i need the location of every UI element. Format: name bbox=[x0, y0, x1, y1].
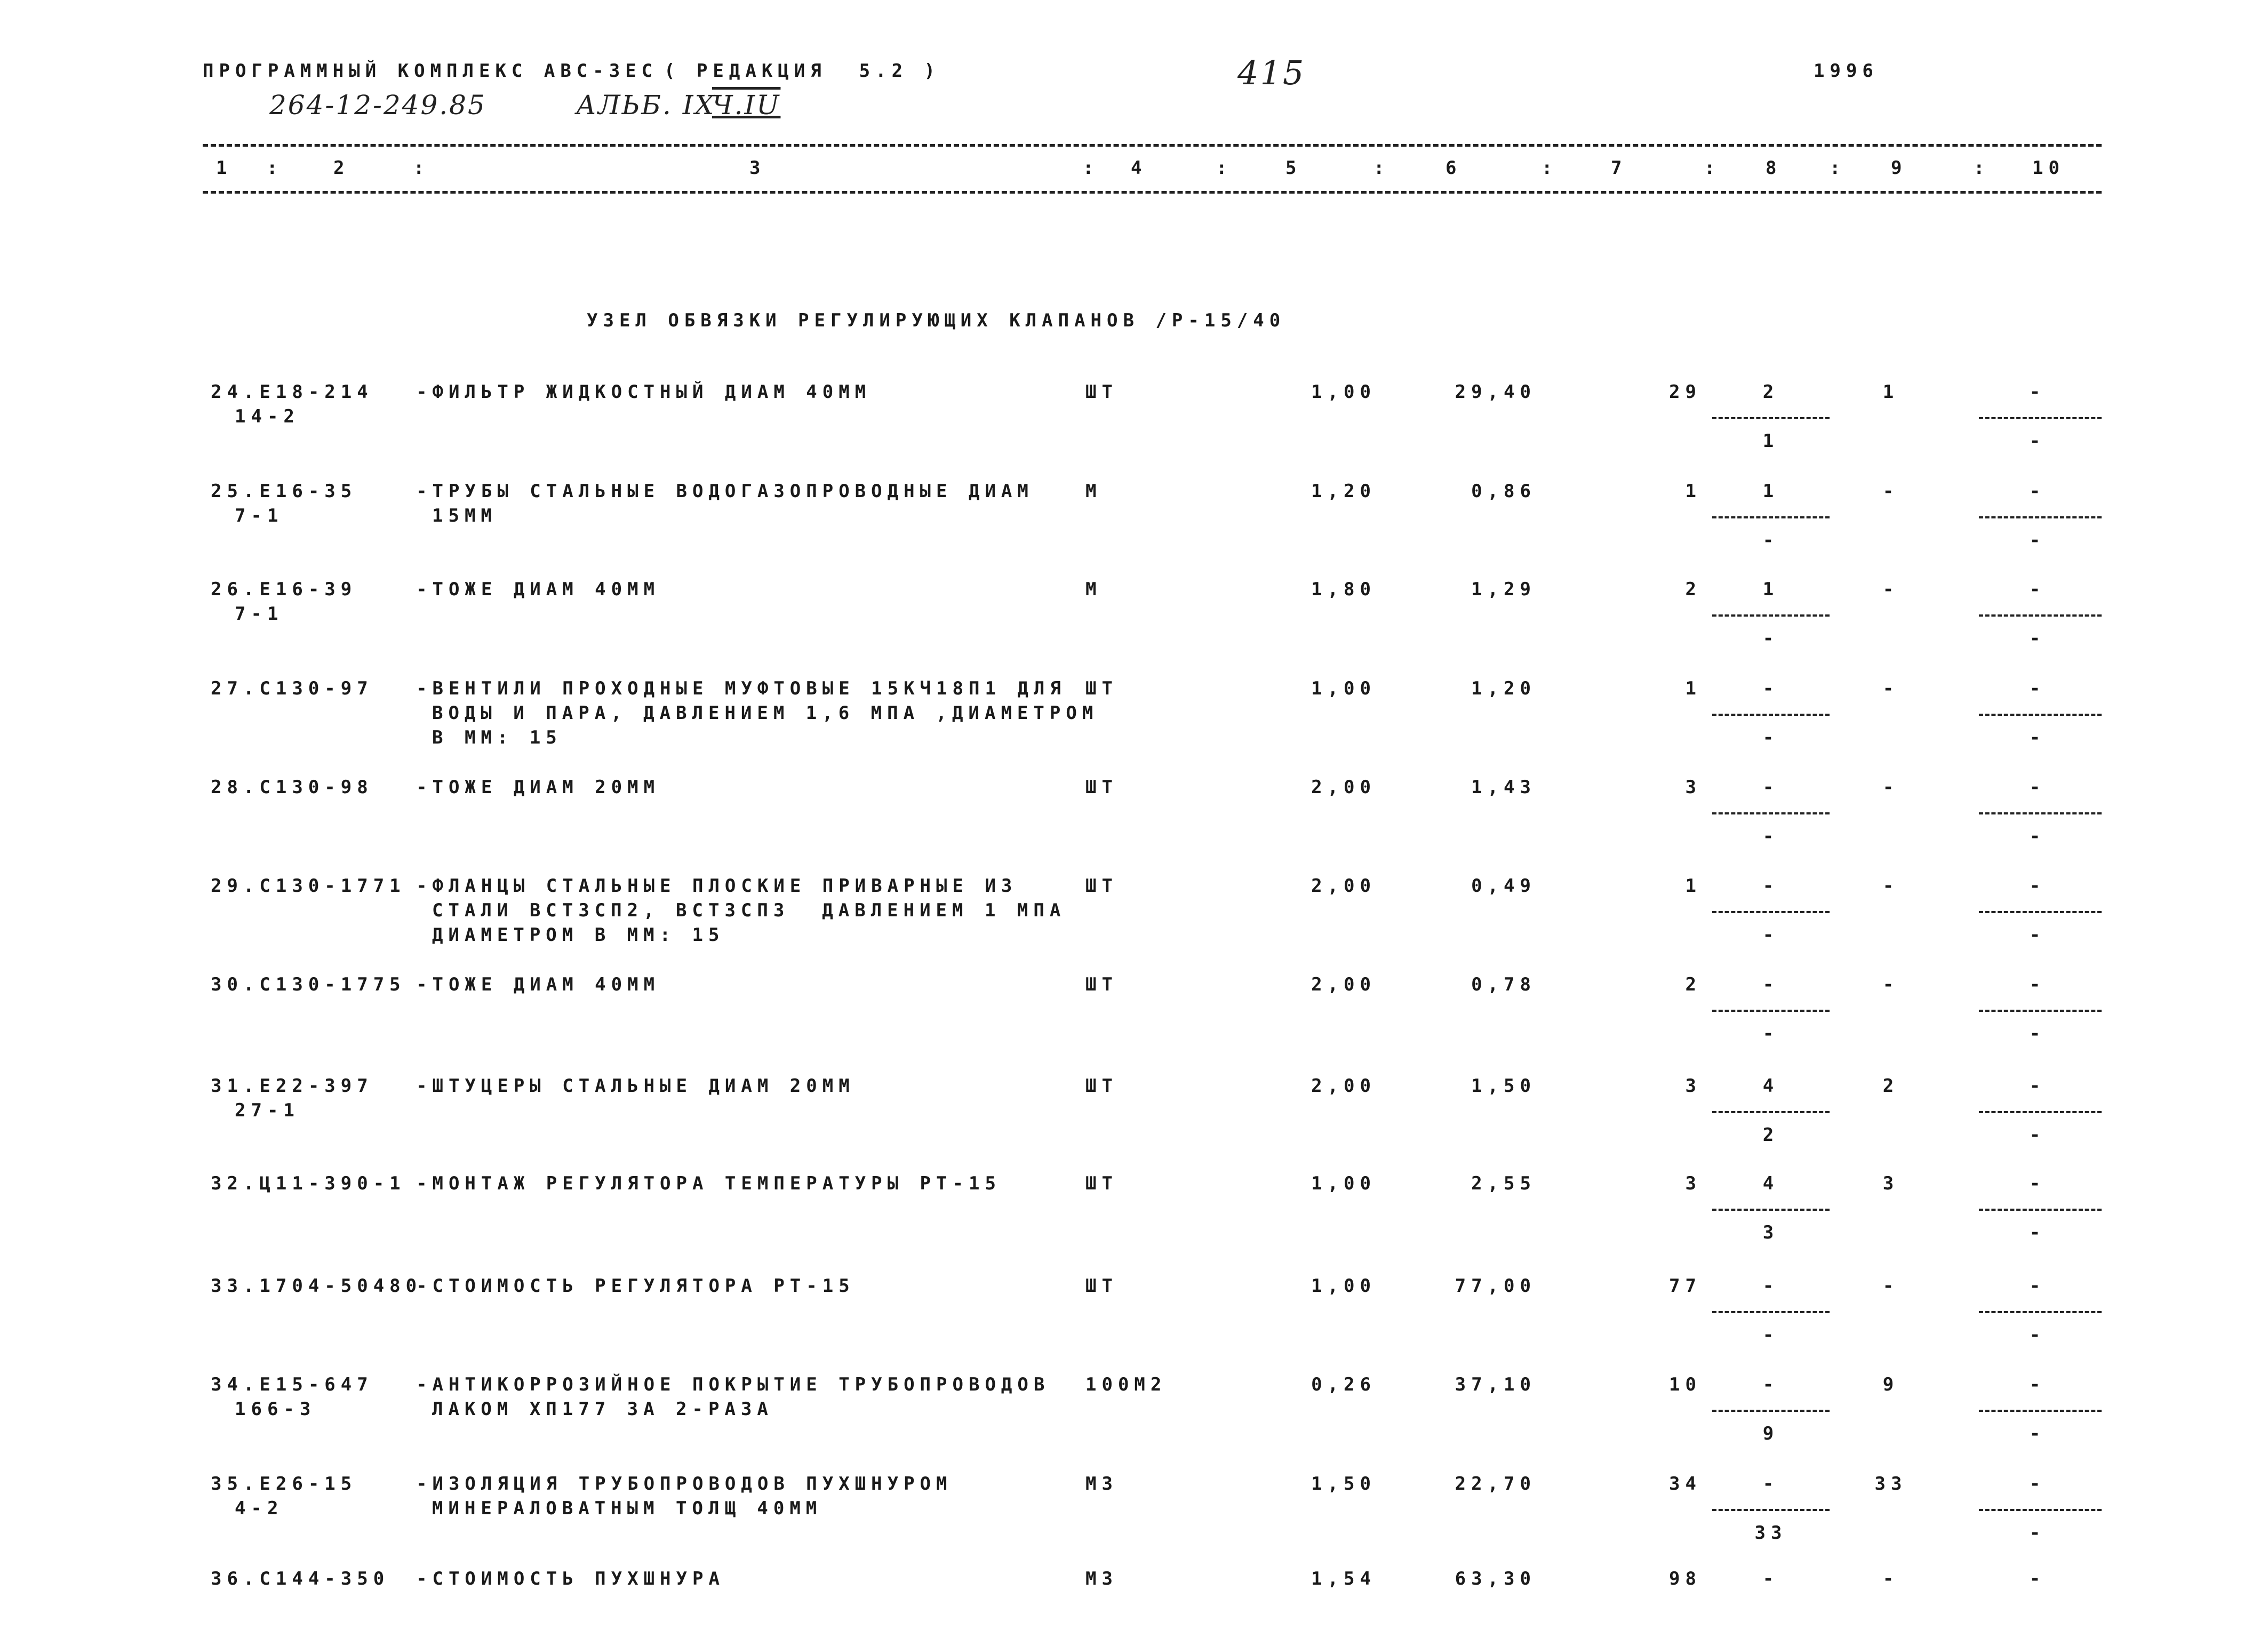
row-code-sub: 14-2 bbox=[235, 406, 300, 427]
row-col8-bottom: 1 bbox=[1762, 430, 1779, 452]
row-description: -ТОЖЕ ДИАМ 20ММ bbox=[416, 777, 660, 798]
row-code: 30.С130-1775 bbox=[211, 974, 406, 995]
column-number: 10 bbox=[2032, 157, 2065, 179]
top-rule bbox=[203, 144, 2102, 147]
row-col10-top: - bbox=[2029, 579, 2046, 600]
row-unit: ШТ bbox=[1085, 974, 1118, 995]
row-description: -СТОИМОСТЬ ПУХШНУРА bbox=[416, 1568, 725, 1589]
row-quantity: 1,00 bbox=[1311, 678, 1376, 699]
row-col10-bottom: - bbox=[2029, 1522, 2046, 1544]
column-number: 2 bbox=[333, 157, 350, 179]
row-col10-bottom: - bbox=[2029, 430, 2046, 452]
row-quantity: 1,20 bbox=[1311, 481, 1376, 502]
row-col10-bottom: - bbox=[2029, 1324, 2046, 1346]
row-price: 2,55 bbox=[1471, 1173, 1536, 1194]
row-col10-top: - bbox=[2029, 1473, 2046, 1495]
edition-label: ( РЕДАКЦИЯ 5.2 ) bbox=[664, 60, 940, 82]
row-col7: 2 bbox=[1685, 579, 1702, 600]
fraction-rule bbox=[1712, 614, 1830, 617]
row-unit: ШТ bbox=[1085, 777, 1118, 798]
column-number: 4 bbox=[1131, 157, 1147, 179]
fraction-rule bbox=[1712, 1209, 1830, 1211]
row-price: 0,49 bbox=[1471, 875, 1536, 897]
row-col10-top: - bbox=[2029, 1275, 2046, 1297]
row-quantity: 1,80 bbox=[1311, 579, 1376, 600]
column-number: 6 bbox=[1446, 157, 1462, 179]
row-col10-top: - bbox=[2029, 1173, 2046, 1194]
row-col8-bottom: - bbox=[1762, 924, 1779, 946]
row-quantity: 1,54 bbox=[1311, 1568, 1376, 1589]
row-col7: 98 bbox=[1669, 1568, 1702, 1589]
row-code-sub: 166-3 bbox=[235, 1399, 316, 1420]
fraction-rule bbox=[1712, 516, 1830, 518]
row-col9: - bbox=[1882, 777, 1899, 798]
column-separator: : bbox=[1704, 157, 1721, 179]
row-col7: 10 bbox=[1669, 1374, 1702, 1395]
fraction-rule bbox=[1712, 1111, 1830, 1113]
row-quantity: 1,00 bbox=[1311, 381, 1376, 403]
row-col7: 3 bbox=[1685, 1173, 1702, 1194]
row-col10-top: - bbox=[2029, 875, 2046, 897]
row-description: -АНТИКОРРОЗИЙНОЕ ПОКРЫТИЕ ТРУБОПРОВОДОВ bbox=[416, 1374, 1050, 1395]
row-col7: 34 bbox=[1669, 1473, 1702, 1495]
column-separator: : bbox=[1083, 157, 1099, 179]
album-label: АЛЬБ. IX bbox=[576, 90, 716, 121]
row-quantity: 2,00 bbox=[1311, 974, 1376, 995]
fraction-rule bbox=[1712, 1509, 1830, 1511]
row-col10-bottom: - bbox=[2029, 1222, 2046, 1243]
row-description: -ТОЖЕ ДИАМ 40ММ bbox=[416, 974, 660, 995]
row-code: 29.С130-1771 bbox=[211, 875, 406, 897]
row-price: 63,30 bbox=[1455, 1568, 1536, 1589]
row-price: 0,78 bbox=[1471, 974, 1536, 995]
column-separator: : bbox=[1830, 157, 1846, 179]
row-col8-top: - bbox=[1762, 1473, 1779, 1495]
row-unit: 100М2 bbox=[1085, 1374, 1167, 1395]
row-unit: ШТ bbox=[1085, 875, 1118, 897]
fraction-rule bbox=[1979, 1410, 2102, 1412]
row-unit: ШТ bbox=[1085, 381, 1118, 403]
row-quantity: 2,00 bbox=[1311, 777, 1376, 798]
row-col8-bottom: 3 bbox=[1762, 1222, 1779, 1243]
row-col9: - bbox=[1882, 678, 1899, 699]
row-col9: - bbox=[1882, 481, 1899, 502]
row-description: МИНЕРАЛОВАТНЫМ ТОЛЩ 40ММ bbox=[432, 1498, 822, 1519]
fraction-rule bbox=[1979, 714, 2102, 716]
row-col8-bottom: - bbox=[1762, 628, 1779, 649]
row-col8-bottom: - bbox=[1762, 1324, 1779, 1346]
row-quantity: 1,50 bbox=[1311, 1473, 1376, 1495]
row-code-sub: 27-1 bbox=[235, 1100, 300, 1121]
row-col7: 2 bbox=[1685, 974, 1702, 995]
row-col9: 2 bbox=[1882, 1075, 1899, 1097]
row-code: 36.С144-350 bbox=[211, 1568, 390, 1589]
row-description: В ММ: 15 bbox=[432, 727, 562, 748]
row-description: -ТРУБЫ СТАЛЬНЫЕ ВОДОГАЗОПРОВОДНЫЕ ДИАМ bbox=[416, 481, 1034, 502]
row-col9: 33 bbox=[1874, 1473, 1907, 1495]
row-col10-top: - bbox=[2029, 1374, 2046, 1395]
column-separator: : bbox=[267, 157, 283, 179]
column-number: 9 bbox=[1891, 157, 1907, 179]
fraction-rule bbox=[1712, 1311, 1830, 1313]
row-col10-bottom: - bbox=[2029, 1423, 2046, 1444]
row-description: -ТОЖЕ ДИАМ 40ММ bbox=[416, 579, 660, 600]
fraction-rule bbox=[1979, 1509, 2102, 1511]
row-quantity: 2,00 bbox=[1311, 1075, 1376, 1097]
row-description: ДИАМЕТРОМ В ММ: 15 bbox=[432, 924, 725, 946]
fraction-rule bbox=[1979, 417, 2102, 419]
row-col10-bottom: - bbox=[2029, 826, 2046, 847]
row-col10-top: - bbox=[2029, 381, 2046, 403]
row-unit: М bbox=[1085, 481, 1102, 502]
fraction-rule bbox=[1979, 1311, 2102, 1313]
row-col8-bottom: 9 bbox=[1762, 1423, 1779, 1444]
doc-code: 264-12-249.85 bbox=[269, 90, 486, 121]
fraction-rule bbox=[1979, 1111, 2102, 1113]
column-separator: : bbox=[1216, 157, 1233, 179]
row-code: 24.Е18-214 bbox=[211, 381, 373, 403]
row-col8-top: - bbox=[1762, 678, 1779, 699]
row-description: -МОНТАЖ РЕГУЛЯТОРА ТЕМПЕРАТУРЫ РТ-15 bbox=[416, 1173, 1001, 1194]
row-col7: 29 bbox=[1669, 381, 1702, 403]
page-number: 415 bbox=[1237, 53, 1306, 92]
row-col7: 3 bbox=[1685, 777, 1702, 798]
row-code-sub: 7-1 bbox=[235, 603, 284, 625]
row-description: ВОДЫ И ПАРА, ДАВЛЕНИЕМ 1,6 МПА ,ДИАМЕТРОМ bbox=[432, 702, 1099, 724]
row-unit: ШТ bbox=[1085, 1173, 1118, 1194]
row-code-sub: 4-2 bbox=[235, 1498, 284, 1519]
row-col10-top: - bbox=[2029, 1568, 2046, 1589]
fraction-rule bbox=[1979, 1010, 2102, 1012]
row-code: 33.1704-50480 bbox=[211, 1275, 422, 1297]
row-col8-top: - bbox=[1762, 1275, 1779, 1297]
row-col10-top: - bbox=[2029, 481, 2046, 502]
bottom-rule bbox=[203, 191, 2102, 194]
row-col8-bottom: 2 bbox=[1762, 1124, 1779, 1146]
row-price: 1,43 bbox=[1471, 777, 1536, 798]
year-label: 1996 bbox=[1814, 60, 1879, 82]
row-code-sub: 7-1 bbox=[235, 505, 284, 526]
fraction-rule bbox=[1979, 614, 2102, 617]
row-col10-bottom: - bbox=[2029, 727, 2046, 748]
row-col8-top: 1 bbox=[1762, 481, 1779, 502]
row-col8-bottom: - bbox=[1762, 530, 1779, 551]
row-description: -СТОИМОСТЬ РЕГУЛЯТОРА РТ-15 bbox=[416, 1275, 855, 1297]
row-description: -ШТУЦЕРЫ СТАЛЬНЫЕ ДИАМ 20ММ bbox=[416, 1075, 855, 1097]
column-number: 8 bbox=[1766, 157, 1782, 179]
row-price: 0,86 bbox=[1471, 481, 1536, 502]
row-col9: 1 bbox=[1882, 381, 1899, 403]
row-col8-top: 4 bbox=[1762, 1173, 1779, 1194]
row-price: 22,70 bbox=[1455, 1473, 1536, 1495]
row-col9: - bbox=[1882, 579, 1899, 600]
row-col10-bottom: - bbox=[2029, 628, 2046, 649]
row-price: 77,00 bbox=[1455, 1275, 1536, 1297]
row-code: 34.Е15-647 bbox=[211, 1374, 373, 1395]
fraction-rule bbox=[1712, 417, 1830, 419]
fraction-rule bbox=[1979, 812, 2102, 814]
row-col8-bottom: - bbox=[1762, 826, 1779, 847]
fraction-rule bbox=[1979, 1209, 2102, 1211]
column-separator: : bbox=[1373, 157, 1390, 179]
row-unit: ШТ bbox=[1085, 1275, 1118, 1297]
row-code: 28.С130-98 bbox=[211, 777, 373, 798]
row-col8-bottom: 33 bbox=[1754, 1522, 1787, 1544]
row-price: 1,29 bbox=[1471, 579, 1536, 600]
row-description: -ВЕНТИЛИ ПРОХОДНЫЕ МУФТОВЫЕ 15КЧ18П1 ДЛЯ bbox=[416, 678, 1066, 699]
part-label: Ч.IU bbox=[712, 90, 781, 121]
row-col7: 1 bbox=[1685, 875, 1702, 897]
row-unit: ШТ bbox=[1085, 1075, 1118, 1097]
row-code: 26.Е16-39 bbox=[211, 579, 357, 600]
row-description: -ФЛАНЦЫ СТАЛЬНЫЕ ПЛОСКИЕ ПРИВАРНЫЕ ИЗ bbox=[416, 875, 1018, 897]
row-col7: 1 bbox=[1685, 678, 1702, 699]
column-number: 7 bbox=[1611, 157, 1627, 179]
row-description: СТАЛИ ВСТЗСП2, ВСТЗСП3 ДАВЛЕНИЕМ 1 МПА bbox=[432, 900, 1066, 921]
row-col10-bottom: - bbox=[2029, 924, 2046, 946]
row-col10-top: - bbox=[2029, 777, 2046, 798]
column-number: 1 bbox=[216, 157, 233, 179]
row-price: 1,20 bbox=[1471, 678, 1536, 699]
fraction-rule bbox=[1712, 714, 1830, 716]
row-col10-top: - bbox=[2029, 974, 2046, 995]
row-col9: 9 bbox=[1882, 1374, 1899, 1395]
row-col9: - bbox=[1882, 1275, 1899, 1297]
fraction-rule bbox=[1712, 812, 1830, 814]
row-quantity: 1,00 bbox=[1311, 1173, 1376, 1194]
column-separator: : bbox=[1974, 157, 1990, 179]
row-quantity: 1,00 bbox=[1311, 1275, 1376, 1297]
row-col9: - bbox=[1882, 1568, 1899, 1589]
row-col7: 3 bbox=[1685, 1075, 1702, 1097]
row-col8-top: 4 bbox=[1762, 1075, 1779, 1097]
fraction-rule bbox=[1712, 1410, 1830, 1412]
row-unit: М3 bbox=[1085, 1568, 1118, 1589]
row-col7: 1 bbox=[1685, 481, 1702, 502]
fraction-rule bbox=[1979, 911, 2102, 913]
row-col10-bottom: - bbox=[2029, 1124, 2046, 1146]
row-unit: М bbox=[1085, 579, 1102, 600]
row-price: 1,50 bbox=[1471, 1075, 1536, 1097]
row-col10-bottom: - bbox=[2029, 1023, 2046, 1044]
row-quantity: 0,26 bbox=[1311, 1374, 1376, 1395]
row-description: -ИЗОЛЯЦИЯ ТРУБОПРОВОДОВ ПУХШНУРОМ bbox=[416, 1473, 953, 1495]
row-col9: 3 bbox=[1882, 1173, 1899, 1194]
row-code: 35.Е26-15 bbox=[211, 1473, 357, 1495]
row-col7: 77 bbox=[1669, 1275, 1702, 1297]
row-col8-top: - bbox=[1762, 974, 1779, 995]
row-col10-top: - bbox=[2029, 1075, 2046, 1097]
row-code: 32.Ц11-390-1 bbox=[211, 1173, 406, 1194]
fraction-rule bbox=[1712, 1010, 1830, 1012]
row-code: 31.Е22-397 bbox=[211, 1075, 373, 1097]
column-number: 5 bbox=[1285, 157, 1302, 179]
row-unit: М3 bbox=[1085, 1473, 1118, 1495]
row-description: 15ММ bbox=[432, 505, 497, 526]
row-unit: ШТ bbox=[1085, 678, 1118, 699]
row-col8-bottom: - bbox=[1762, 727, 1779, 748]
row-col10-bottom: - bbox=[2029, 530, 2046, 551]
program-title: ПРОГРАММНЫЙ КОМПЛЕКС АВС-ЗЕС bbox=[203, 60, 658, 82]
fraction-rule bbox=[1712, 911, 1830, 913]
fraction-rule bbox=[1979, 516, 2102, 518]
row-description: ЛАКОМ ХП177 ЗА 2-РАЗА bbox=[432, 1399, 773, 1420]
row-code: 27.С130-97 bbox=[211, 678, 373, 699]
row-col8-top: - bbox=[1762, 875, 1779, 897]
row-quantity: 2,00 bbox=[1311, 875, 1376, 897]
row-description: -ФИЛЬТР ЖИДКОСТНЫЙ ДИАМ 40ММ bbox=[416, 381, 872, 403]
row-col8-top: - bbox=[1762, 1568, 1779, 1589]
row-col9: - bbox=[1882, 974, 1899, 995]
column-separator: : bbox=[1542, 157, 1558, 179]
row-col8-top: 2 bbox=[1762, 381, 1779, 403]
row-col8-top: - bbox=[1762, 1374, 1779, 1395]
row-col8-top: - bbox=[1762, 777, 1779, 798]
row-col8-top: 1 bbox=[1762, 579, 1779, 600]
column-number: 3 bbox=[749, 157, 766, 179]
row-col10-top: - bbox=[2029, 678, 2046, 699]
row-code: 25.Е16-35 bbox=[211, 481, 357, 502]
row-price: 29,40 bbox=[1455, 381, 1536, 403]
row-price: 37,10 bbox=[1455, 1374, 1536, 1395]
row-col9: - bbox=[1882, 875, 1899, 897]
section-title: УЗЕЛ ОБВЯЗКИ РЕГУЛИРУЮЩИХ КЛАПАНОВ /Р-15/40 bbox=[587, 310, 1286, 331]
row-col8-bottom: - bbox=[1762, 1023, 1779, 1044]
column-separator: : bbox=[413, 157, 430, 179]
